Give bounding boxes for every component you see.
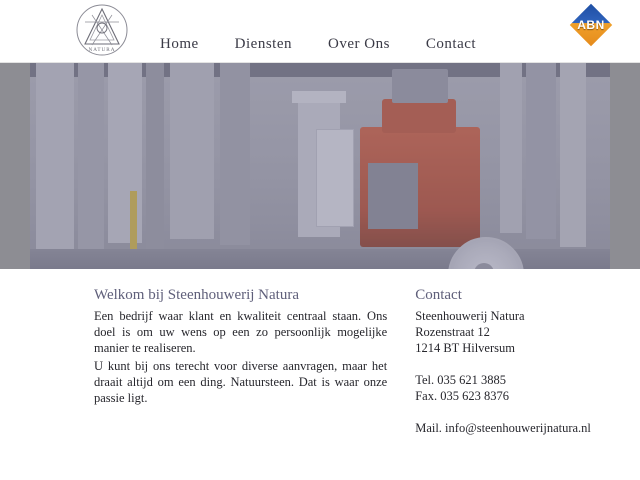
contact-spacer-2	[415, 404, 640, 420]
contact-phone: Tel. 035 621 3885	[415, 373, 506, 387]
contact-company: Steenhouwerij Natura	[415, 309, 525, 323]
welcome-paragraph-2: U kunt bij ons terecht voor diverse aanvragen, maar het draait altijd om een ding. Natuursteen. Dat is waar onze passie ligt.	[94, 359, 388, 405]
welcome-section	[94, 287, 387, 436]
nav-item-contact[interactable]: Contact	[425, 36, 477, 52]
main-navigation	[160, 36, 476, 53]
hero-banner	[0, 63, 640, 269]
welcome-paragraph-1: Een bedrijf waar klant en kwaliteit centraal staan. Ons doel is om uw wens op een zo persoonlijk mogelijke manier te realiseren.	[94, 309, 388, 355]
contact-city: 1214 BT Hilversum	[415, 341, 515, 355]
abn-logo-text: ABN	[577, 18, 605, 32]
abn-partner-logo-icon[interactable]	[570, 4, 612, 46]
natura-logo-icon[interactable]	[74, 2, 130, 58]
hero-overlay-tint	[30, 63, 610, 269]
nav-item-over-ons[interactable]: Over Ons	[328, 36, 390, 52]
contact-mail[interactable]: Mail. info@steenhouwerijnatura.nl	[415, 421, 591, 435]
contact-section	[415, 287, 640, 436]
svg-text:NATURA: NATURA	[88, 47, 116, 53]
site-header	[0, 0, 640, 63]
contact-fax: Fax. 035 623 8376	[415, 389, 509, 403]
welcome-title: Welkom bij Steenhouwerij Natura	[94, 287, 299, 303]
contact-spacer	[415, 356, 640, 372]
contact-title: Contact	[415, 287, 462, 303]
contact-street: Rozenstraat 12	[415, 325, 490, 339]
nav-item-diensten[interactable]: Diensten	[234, 36, 292, 52]
nav-item-home[interactable]: Home	[160, 36, 199, 52]
hero-workshop-photo	[30, 63, 610, 269]
main-content	[0, 287, 640, 436]
